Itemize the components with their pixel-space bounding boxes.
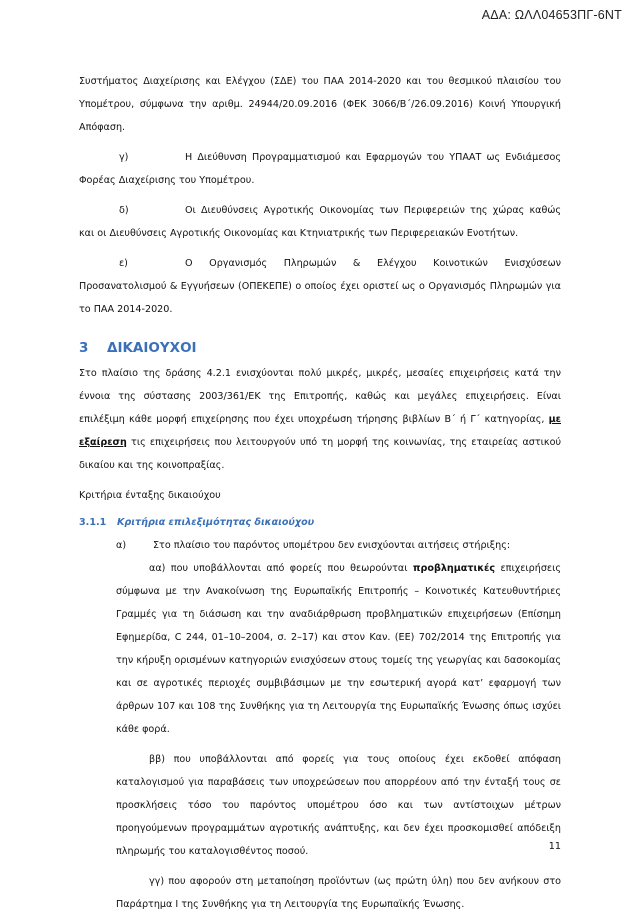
list-item-g [79,146,561,192]
criterion-text-cont: επιχειρήσεις σύμφωνα με την Ανακοίνωση της Ευρωπαϊκής Επιτροπής – Κοινοτικές Κατευθυντήριες Γραμμές για τη διάσωση και την αναδιάρθρωση προβληματικών επιχειρήσεων (Επίσημη Εφημερίδα, C 244, 01–10–2004, σ. 2–17) και στον Καν. (ΕΕ) 702/2014 της Επιτροπής για την κήρυξη ορισμένων κατηγοριών ενισχύσεων στους τομείς της γεωργίας και δασοκομίας και σε αγροτικές περιοχές συμβιβάσιμων με την εσωτερική αγορά κατ’ εφαρμογή των άρθρων 107 και 108 της Συνθήκης για τη Λειτουργία της Ευρωπαϊκής Ένωσης όπως ισχύει κάθε φορά. [116,563,561,735]
list-text: Η Διεύθυνση Προγραμματισμού και Εφαρμογών του ΥΠΑΑΤ ως Ενδιάμεσος Φορέας Διαχείρισης του Υπομέτρου. [79,152,561,186]
list-item-d [79,199,561,245]
intro-text: Στο πλαίσιο της δράσης 4.2.1 ενισχύονται πολύ μικρές, μικρές, μεσαίες επιχειρήσεις κατά την έννοια της σύστασης 2003/361/ΕΚ της Επιτροπής, καθώς και μεγάλες επιχειρήσεις. Είναι επιλέξιμη κάθε μορφή επιχείρησης που έχει υποχρέωση τήρησης βιβλίων Β΄ ή Γ΄ κατηγορίας, [79,368,561,425]
subsection-number: 3.1.1 [79,517,107,528]
section-title: ΔΙΚΑΙΟΥΧΟΙ [107,340,197,356]
section-number: 3 [79,340,89,356]
document-body [79,70,561,916]
list-marker: δ) [119,205,129,216]
intro-text-cont: τις επιχειρήσεις που λειτουργούν υπό τη μορφή της κοινωνίας, της εταιρείας αστικού δικαίου και της κοινοπραξίας. [79,437,561,471]
list-marker: ε) [119,258,128,269]
emphasis-problematic: προβληματικές [412,563,496,574]
page-number: 11 [548,841,561,852]
list-text: Στο πλαίσιο του παρόντος υπομέτρου δεν ενισχύονται αιτήσεις στήριξης: [153,540,511,551]
section-heading [79,338,561,358]
list-marker: γ) [119,152,129,163]
criterion-gg: γγ) που αφορούν στη μεταποίηση προϊόντων (ως πρώτη ύλη) που δεν ανήκουν στο Παράρτημα Ι της Συνθήκης για τη Λειτουργία της Ευρωπαϊκής Ένωσης. [116,876,561,910]
paragraph-continuation: Συστήματος Διαχείρισης και Ελέγχου (ΣΔΕ) του ΠΑΑ 2014-2020 και του θεσμικού πλαισίου του Υπομέτρου, σύμφωνα την αριθμ. 24944/20.09.2016 (ΦΕΚ 3066/Β΄/26.09.2016) Κοινή Υπουργική Απόφαση. [79,76,561,133]
section-intro [79,362,561,477]
list-text: Ο Οργανισμός Πληρωμών & Ελέγχου Κοινοτικών Ενισχύσεων Προσανατολισμού & Εγγυήσεων (ΟΠΕΚΕΠΕ) ο οποίος έχει οριστεί ως ο Οργανισμός Πληρωμών για το ΠΑΑ 2014-2020. [79,258,561,315]
criterion-bb: ββ) που υποβάλλονται από φορείς για τους οποίους έχει εκδοθεί απόφαση καταλογισμού για παραβάσεις των υποχρεώσεων που απορρέουν από την ένταξή τους σε προσκλήσεις τόσο του παρόντος υπομέτρου όσο και των αντίστοιχων μέτρων προηγούμενων προγραμμάτων αγροτικής ανάπτυξης, και δεν έχει προσκομισθεί απόδειξη πληρωμής του καταλογισθέντος ποσού. [116,754,561,857]
criteria-intro [79,534,561,557]
subsection-heading [79,511,561,534]
ada-code: ΑΔΑ: ΩΛΛ04653ΠΓ-6ΝΤ [481,8,622,22]
emphasis-exception: με εξαίρεση [79,414,561,448]
criterion-aa [79,557,561,741]
subsection-title: Κριτήρια επιλεξιμότητας δικαιούχου [117,517,315,528]
list-item-e [79,252,561,321]
criterion-text: αα) που υποβάλλονται από φορείς που θεωρούνται [149,563,408,574]
criteria-label: Κριτήρια ένταξης δικαιούχου [79,490,221,501]
list-text: Οι Διευθύνσεις Αγροτικής Οικονομίας των Περιφερειών της χώρας καθώς και οι Διευθύνσεις Αγροτικής Οικονομίας και Κτηνιατρικής των Περιφερειακών Ενοτήτων. [79,205,561,239]
list-marker: α) [116,540,127,551]
